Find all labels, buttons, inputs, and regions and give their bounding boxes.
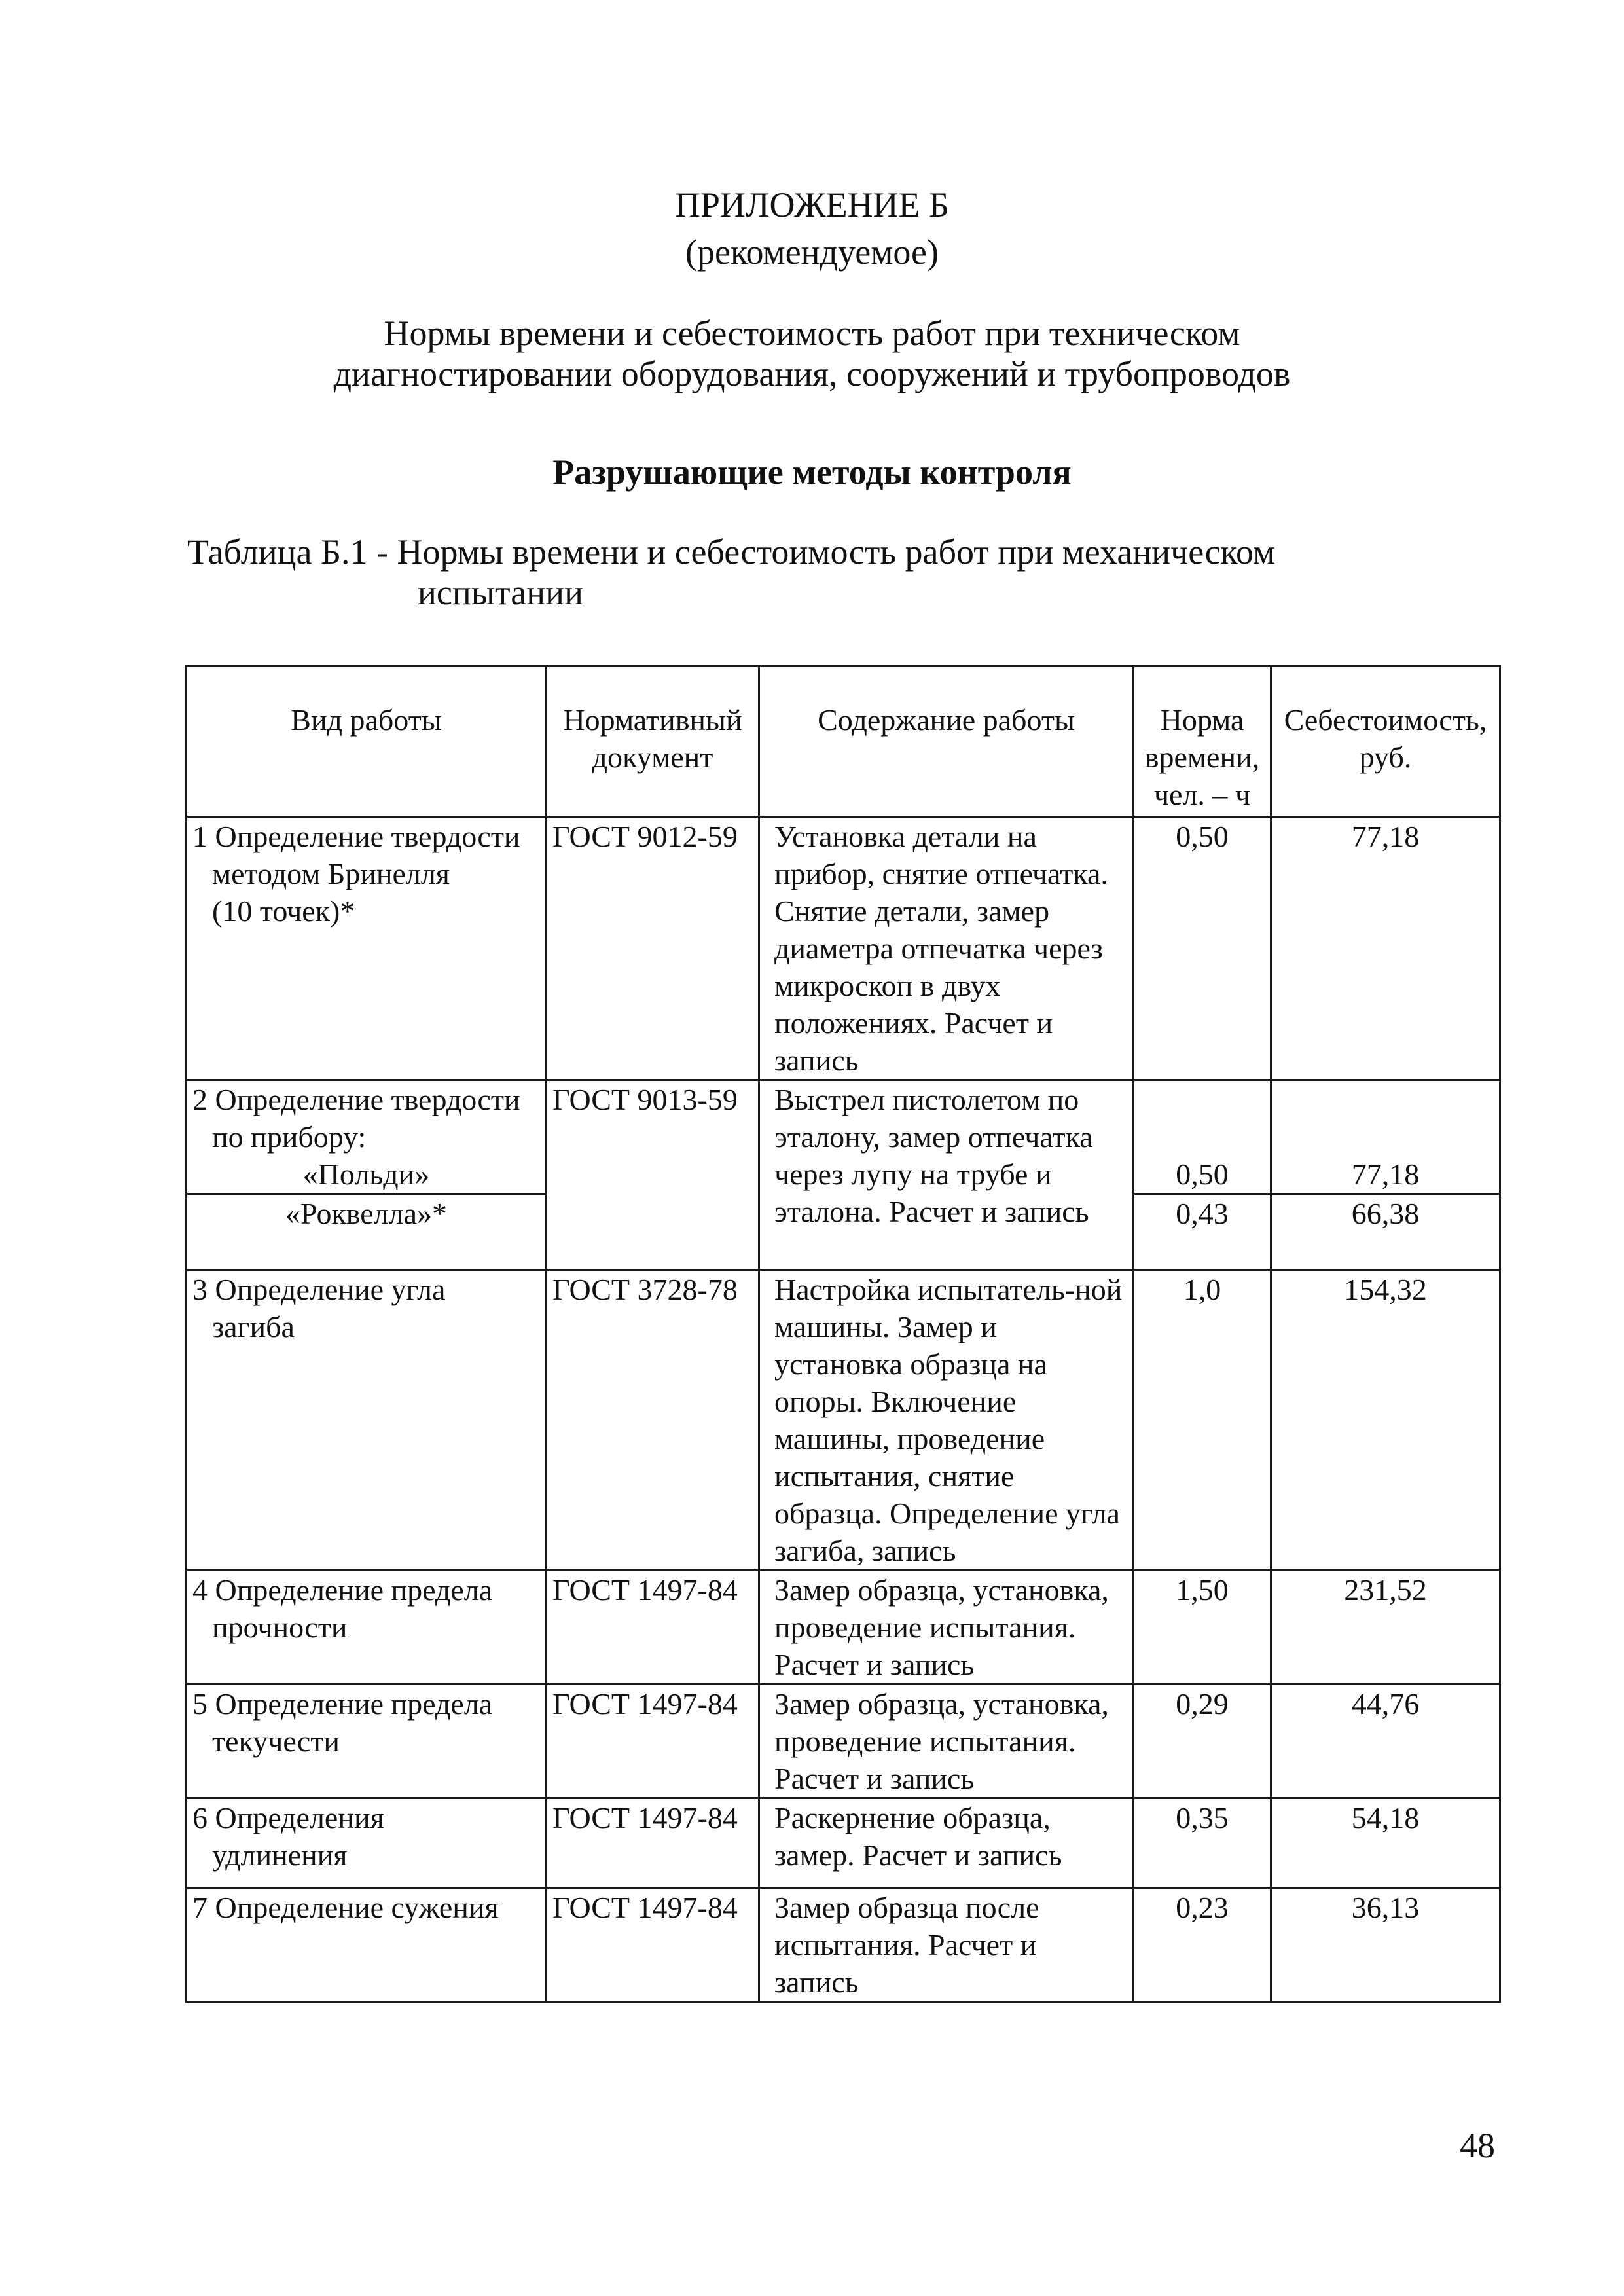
header-content: Содержание работы <box>759 666 1134 817</box>
content-cell: Настройка испытатель-ной машины. Замер и установка образца на опоры. Включение машины, проведение испытания, снятие образца. Определение угла загиба, запись <box>759 1270 1134 1571</box>
content-cell: Раскернение образца, замер. Расчет и запись <box>759 1798 1134 1888</box>
time-norm-cell: 0,29 <box>1134 1685 1271 1798</box>
table-caption-line-2: испытании <box>418 573 583 612</box>
page-number: 48 <box>1460 2126 1495 2165</box>
work-type-cell <box>187 1270 547 1571</box>
work-type-line: загиба <box>212 1310 295 1343</box>
time-norm-cell: 0,35 <box>1134 1798 1271 1888</box>
cost-value-b: 66,38 <box>1271 1194 1500 1270</box>
table-caption-line-1: Таблица Б.1 - Нормы времени и себестоимость работ при механическом <box>187 532 1276 572</box>
work-type-cell <box>187 817 547 1080</box>
cost-cell: 154,32 <box>1271 1270 1500 1571</box>
time-norm-cell: 1,0 <box>1134 1270 1271 1571</box>
normative-doc-cell: ГОСТ 3728-78 <box>547 1270 759 1571</box>
table-row <box>187 1080 1500 1194</box>
work-type-line: прочности <box>212 1611 348 1644</box>
work-type-line: 5 Определение предела <box>192 1687 493 1721</box>
table-caption <box>187 532 1431 613</box>
cost-value-a: 77,18 <box>1351 1157 1420 1191</box>
work-type-line: 6 Определения <box>192 1801 384 1834</box>
work-type-sub-a: «Польди» <box>302 1157 430 1191</box>
time-norm-value-a: 0,50 <box>1176 1157 1229 1191</box>
document-title-line-2: диагностировании оборудования, сооружений и трубопроводов <box>333 354 1291 393</box>
content-cell: Замер образца, установка, проведение испытания. Расчет и запись <box>759 1571 1134 1685</box>
content-cell: Замер образца после испытания. Расчет и запись <box>759 1888 1134 2002</box>
normative-doc-cell: ГОСТ 1497-84 <box>547 1888 759 2002</box>
cost-cell: 36,13 <box>1271 1888 1500 2002</box>
work-type-line: 1 Определение твердости <box>192 820 520 853</box>
normative-doc-cell: ГОСТ 1497-84 <box>547 1571 759 1685</box>
time-norm-value-b: 0,43 <box>1134 1194 1271 1270</box>
work-type-line: удлинения <box>212 1838 348 1872</box>
document-title-line-1: Нормы времени и себестоимость работ при техническом <box>384 314 1240 353</box>
cost-cell: 77,18 <box>1271 817 1500 1080</box>
normative-doc-cell: ГОСТ 1497-84 <box>547 1685 759 1798</box>
work-type-line: 7 Определение сужения <box>192 1891 499 1924</box>
time-norm-cell: 0,23 <box>1134 1888 1271 2002</box>
header-work-type: Вид работы <box>187 666 547 817</box>
table-header-row <box>187 666 1500 817</box>
normative-doc-cell: ГОСТ 1497-84 <box>547 1798 759 1888</box>
norms-table <box>185 665 1501 2003</box>
cost-cell: 231,52 <box>1271 1571 1500 1685</box>
table-row <box>187 1571 1500 1685</box>
header-time-norm: Норма времени, чел. – ч <box>1134 666 1271 817</box>
header-cost: Себестоимость, руб. <box>1271 666 1500 817</box>
work-type-cell <box>187 1080 547 1194</box>
work-type-line: (10 точек)* <box>212 894 355 928</box>
content-cell: Замер образца, установка, проведение испытания. Расчет и запись <box>759 1685 1134 1798</box>
work-type-cell <box>187 1685 547 1798</box>
appendix-subtitle: (рекомендуемое) <box>685 232 939 272</box>
table-row <box>187 817 1500 1080</box>
table-row <box>187 1685 1500 1798</box>
content-cell: Выстрел пистолетом по эталону, замер отпечатка через лупу на трубе и эталона. Расчет и запись <box>759 1080 1134 1270</box>
normative-doc-cell: ГОСТ 9013-59 <box>547 1080 759 1270</box>
section-heading: Разрушающие методы контроля <box>552 452 1072 492</box>
table-row <box>187 1270 1500 1571</box>
document-title <box>0 313 1624 394</box>
work-type-line: текучести <box>212 1724 340 1758</box>
time-norm-cell <box>1134 1080 1271 1194</box>
content-cell: Установка детали на прибор, снятие отпечатка. Снятие детали, замер диаметра отпечатка через микроскоп в двух положениях. Расчет и запись <box>759 817 1134 1080</box>
work-type-line: 4 Определение предела <box>192 1573 493 1607</box>
work-type-sub-b: «Роквелла»* <box>187 1194 547 1270</box>
work-type-cell <box>187 1798 547 1888</box>
time-norm-cell: 0,50 <box>1134 817 1271 1080</box>
work-type-line: 2 Определение твердости <box>192 1083 520 1116</box>
time-norm-cell: 1,50 <box>1134 1571 1271 1685</box>
cost-cell: 44,76 <box>1271 1685 1500 1798</box>
work-type-cell <box>187 1888 547 2002</box>
header-normative-doc: Нормативный документ <box>547 666 759 817</box>
table-row <box>187 1798 1500 1888</box>
work-type-cell <box>187 1571 547 1685</box>
cost-cell <box>1271 1080 1500 1194</box>
table-row <box>187 1888 1500 2002</box>
appendix-title: ПРИЛОЖЕНИЕ Б <box>674 185 950 225</box>
work-type-line: 3 Определение угла <box>192 1273 446 1306</box>
work-type-line: по прибору: <box>212 1120 367 1154</box>
work-type-line: методом Бринелля <box>212 857 450 890</box>
normative-doc-cell: ГОСТ 9012-59 <box>547 817 759 1080</box>
cost-cell: 54,18 <box>1271 1798 1500 1888</box>
